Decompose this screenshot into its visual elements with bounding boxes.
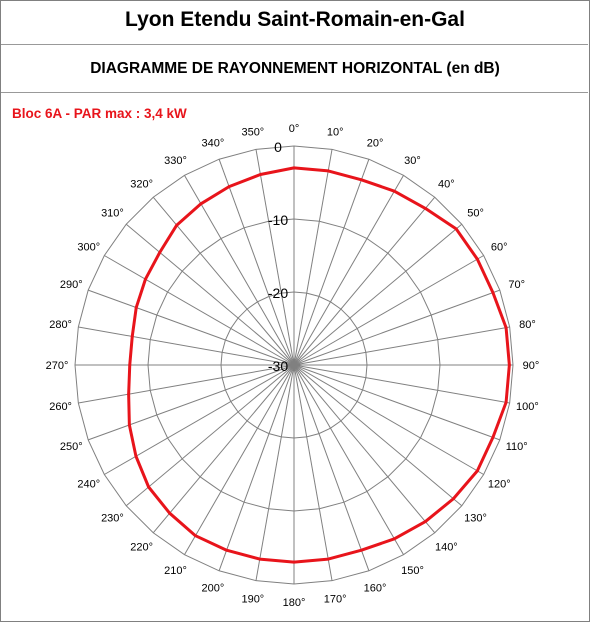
chart-subtitle: DIAGRAMME DE RAYONNEMENT HORIZONTAL (en dB)	[90, 60, 500, 77]
series-point	[508, 364, 511, 367]
angle-tick-label: 30°	[404, 154, 421, 167]
series-point	[131, 335, 134, 338]
series-point	[505, 401, 508, 404]
series-point	[492, 436, 495, 439]
angle-tick-label: 140°	[434, 541, 458, 554]
series-point	[393, 537, 396, 540]
angle-tick-label: 190°	[241, 593, 265, 606]
series-point	[200, 202, 203, 205]
chart-title: Lyon Etendu Saint-Romain-en-Gal	[125, 8, 465, 31]
angle-tick-label: 40°	[438, 178, 455, 191]
angle-tick-label: 350°	[241, 126, 265, 139]
series-point	[127, 393, 130, 396]
radial-tick-labels	[268, 139, 288, 374]
angle-tick-label: 90°	[522, 360, 540, 372]
angle-tick-label: 220°	[130, 541, 154, 554]
series-point	[452, 497, 455, 500]
series-label: Bloc 6A - PAR max : 3,4 kW	[12, 106, 187, 121]
series-point	[128, 424, 131, 427]
series-point	[168, 512, 171, 515]
angle-tick-label: 180°	[282, 597, 306, 609]
series-point	[476, 258, 479, 261]
radial-tick-label: 0	[274, 139, 282, 155]
series-point	[258, 558, 261, 561]
radial-tick-label: -10	[267, 212, 289, 228]
series-point	[360, 178, 363, 181]
angle-tick-label: 100°	[516, 401, 539, 414]
radial-tick-label: -30	[267, 358, 289, 374]
series-point	[327, 558, 330, 561]
angle-tick-label: 270°	[45, 360, 69, 372]
series-point	[259, 173, 262, 176]
series-point	[293, 561, 296, 564]
radial-tick-label: -20	[267, 285, 289, 301]
angle-tick-label: 260°	[49, 401, 72, 414]
series-point	[424, 520, 427, 523]
angle-tick-label: 340°	[201, 137, 225, 150]
series-point	[147, 486, 150, 489]
angle-tick-label: 250°	[59, 441, 83, 454]
series-point	[135, 306, 138, 309]
series-point	[194, 534, 197, 537]
series-point	[293, 167, 296, 170]
series-point	[158, 251, 161, 254]
angle-tick-label: 230°	[101, 512, 124, 525]
angle-tick-label: 50°	[467, 207, 484, 220]
series-point	[424, 207, 427, 210]
angle-tick-label: 20°	[366, 137, 384, 150]
angle-tick-label: 200°	[201, 582, 225, 595]
series-point	[144, 278, 147, 281]
angle-tick-label: 300°	[77, 241, 101, 254]
angle-tick-label: 80°	[519, 318, 536, 331]
angle-tick-label: 150°	[401, 565, 424, 578]
angle-tick-label: 10°	[326, 126, 344, 139]
series-point	[228, 185, 231, 188]
angle-tick-label: 130°	[464, 512, 487, 525]
series-point	[455, 228, 458, 231]
angle-tick-label: 210°	[164, 565, 187, 578]
angle-tick-label: 120°	[487, 478, 511, 491]
series-point	[360, 549, 363, 552]
angle-tick-label: 110°	[505, 441, 528, 454]
series-point	[327, 169, 330, 172]
series-point	[505, 326, 508, 329]
angle-tick-label: 70°	[508, 278, 526, 291]
polar-spokes	[75, 146, 513, 584]
angle-tick-label: 170°	[323, 593, 347, 606]
angle-tick-label: 280°	[49, 318, 72, 331]
angle-tick-label: 290°	[59, 278, 83, 291]
angle-tick-label: 160°	[363, 582, 387, 595]
series-point	[476, 469, 479, 472]
series-point	[175, 224, 178, 227]
series-point	[492, 291, 495, 294]
series-point	[225, 549, 228, 552]
angle-tick-label: 240°	[77, 478, 101, 491]
angle-tick-label: 330°	[164, 154, 187, 167]
series-point	[135, 455, 138, 458]
angle-tick-label: 310°	[101, 207, 124, 220]
angle-tick-label: 60°	[490, 241, 508, 254]
series-point	[128, 364, 131, 367]
angle-tick-label: 320°	[130, 178, 154, 191]
series-point	[393, 190, 396, 193]
angle-tick-label: 0°	[288, 123, 300, 135]
